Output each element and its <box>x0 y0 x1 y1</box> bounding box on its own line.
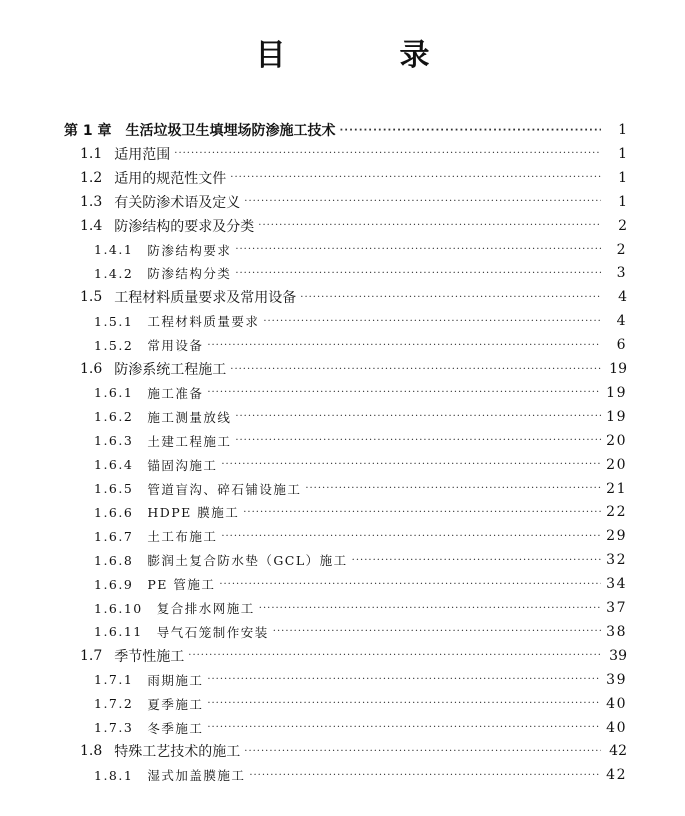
toc-leader-dots <box>235 244 601 255</box>
toc-entry-number: 1.6.11 <box>94 624 143 640</box>
toc-leader-dots <box>244 196 601 207</box>
toc-entry-number: 第 1 章 <box>64 123 112 139</box>
toc-section-entry[interactable] <box>0 190 685 214</box>
toc-page-number: 1 <box>618 193 627 210</box>
toc-entry-number: 1.7 <box>80 647 103 664</box>
toc-subsection-entry[interactable] <box>0 668 685 692</box>
toc-page-number: 21 <box>606 480 627 497</box>
toc-subsection-entry[interactable] <box>0 500 685 524</box>
toc-entry-number: 1.1 <box>80 145 103 162</box>
toc-page-number: 4 <box>616 313 627 330</box>
toc-entry-title: 土建工程施工 <box>147 433 232 449</box>
toc-entry-title: 适用范围 <box>114 146 171 163</box>
toc-page-number: 32 <box>606 552 627 569</box>
toc-leader-dots <box>207 674 601 685</box>
toc-subsection-entry[interactable] <box>0 716 685 740</box>
toc-entry-title: 适用的规范性文件 <box>114 170 227 187</box>
toc-leader-dots <box>235 435 601 446</box>
toc-entry-title: 夏季施工 <box>147 696 204 712</box>
toc-section-entry[interactable] <box>0 739 685 763</box>
toc-leader-dots <box>300 292 601 303</box>
toc-page-number: 3 <box>616 265 627 282</box>
toc-section-entry[interactable] <box>0 166 685 190</box>
toc-page-number: 1 <box>618 122 627 138</box>
toc-section-entry[interactable] <box>0 357 685 381</box>
toc-leader-dots <box>258 220 601 231</box>
toc-entry-number: 1.6.5 <box>94 481 134 496</box>
toc-leader-dots <box>340 125 602 136</box>
toc-leader-dots <box>221 459 601 470</box>
toc-entry-number: 1.6.4 <box>94 457 134 473</box>
toc-chapter-entry[interactable] <box>0 118 685 142</box>
toc-entry-title: 复合排水网施工 <box>156 601 255 616</box>
toc-page-number: 6 <box>616 337 627 354</box>
toc-page-number: 37 <box>606 600 627 616</box>
toc-leader-dots <box>273 626 601 637</box>
toc-subsection-entry[interactable] <box>0 692 685 716</box>
toc-entry-number: 1.4.1 <box>94 242 134 257</box>
toc-leader-dots <box>235 268 601 279</box>
toc-entry-number: 1.6.8 <box>94 552 134 568</box>
toc-entry-number: 1.5.2 <box>94 337 134 353</box>
toc-page-number: 19 <box>606 384 627 401</box>
toc-page-number: 4 <box>618 289 627 306</box>
toc-page-number: 20 <box>606 432 627 449</box>
toc-page-number: 22 <box>606 504 627 521</box>
toc-subsection-entry[interactable] <box>0 548 685 572</box>
toc-entry-title: 土工布施工 <box>147 529 218 545</box>
toc-entry-number: 1.6.1 <box>94 385 134 401</box>
toc-leader-dots <box>207 698 601 709</box>
toc-entry-number: 1.7.2 <box>94 696 134 712</box>
toc-page-number: 1 <box>618 145 627 162</box>
toc-entry-title: 导气石笼制作安装 <box>156 624 269 640</box>
toc-entry-number: 1.4 <box>80 217 103 234</box>
toc-page-number: 40 <box>606 719 627 736</box>
toc-entry-number: 1.8 <box>80 743 103 760</box>
toc-subsection-entry[interactable] <box>0 309 685 333</box>
toc-entry-number: 1.6.10 <box>94 600 143 616</box>
toc-leader-dots <box>230 172 601 183</box>
toc-entry-title: 膨润土复合防水垫（GCL）施工 <box>147 553 348 569</box>
toc-subsection-entry[interactable] <box>0 429 685 453</box>
toc-subsection-entry[interactable] <box>0 405 685 429</box>
toc-entry-number: 1.2 <box>80 169 103 186</box>
toc-page-number: 38 <box>606 623 627 640</box>
toc-leader-dots <box>207 387 601 398</box>
toc-page-number: 42 <box>606 767 627 784</box>
toc-entry-number: 1.6.2 <box>94 409 134 425</box>
toc-page-number: 1 <box>618 169 627 186</box>
toc-page-number: 20 <box>606 456 627 473</box>
toc-entry-title: 工程材料质量要求及常用设备 <box>114 290 297 307</box>
toc-entry-title: 防渗结构要求 <box>147 242 232 258</box>
toc-leader-dots <box>235 411 601 422</box>
toc-leader-dots <box>249 770 601 781</box>
toc-leader-dots <box>263 316 601 327</box>
toc-entry-title: 管道盲沟、碎石铺设施工 <box>147 481 302 497</box>
toc-leader-dots <box>305 483 601 494</box>
toc-page-number: 19 <box>606 408 627 425</box>
toc-subsection-entry[interactable] <box>0 596 685 620</box>
toc-entry-title: PE 管施工 <box>147 577 216 593</box>
toc-page-number: 19 <box>609 361 627 377</box>
toc-page-number: 39 <box>609 647 627 664</box>
toc-section-entry[interactable] <box>0 142 685 166</box>
toc-entry-title: 雨期施工 <box>147 672 204 688</box>
toc-entry-number: 1.6.9 <box>94 576 134 592</box>
toc-entry-number: 1.6 <box>80 361 103 377</box>
toc-entry-title: 季节性施工 <box>114 648 185 665</box>
toc-entry-title: 工程材料质量要求 <box>147 314 260 330</box>
toc-entry-title: 特殊工艺技术的施工 <box>114 744 241 761</box>
toc-page-number: 40 <box>606 695 627 712</box>
toc-leader-dots <box>207 722 601 733</box>
toc-page-number: 39 <box>606 671 627 688</box>
toc-page-number: 29 <box>606 528 627 545</box>
toc-entry-title: 防渗结构的要求及分类 <box>114 218 255 235</box>
toc-page-number: 2 <box>616 241 627 258</box>
toc-entry-title: 常用设备 <box>147 338 204 354</box>
toc-section-entry[interactable] <box>0 644 685 668</box>
toc-entry-number: 1.8.1 <box>94 767 134 783</box>
toc-page-number: 2 <box>618 217 627 234</box>
toc-leader-dots <box>259 603 601 614</box>
toc-entry-title: HDPE 膜施工 <box>147 505 240 521</box>
toc-leader-dots <box>219 579 601 590</box>
toc-entry-title: 施工测量放线 <box>147 409 232 425</box>
toc-entry-number: 1.6.6 <box>94 504 134 520</box>
toc-entry-title: 湿式加盖膜施工 <box>147 768 246 784</box>
toc-leader-dots <box>207 340 601 351</box>
toc-leader-dots <box>188 650 601 661</box>
toc-subsection-entry[interactable] <box>0 763 685 787</box>
toc-entry-number: 1.6.3 <box>94 433 134 449</box>
toc-page-number: 34 <box>606 576 627 593</box>
toc-subsection-entry[interactable] <box>0 524 685 548</box>
toc-entry-title: 有关防渗术语及定义 <box>114 194 241 211</box>
toc-entry-title: 锚固沟施工 <box>147 457 218 473</box>
toc-entry-title: 施工准备 <box>147 385 204 401</box>
toc-leader-dots <box>243 507 601 518</box>
toc-entry-title: 防渗系统工程施工 <box>114 362 227 378</box>
toc-leader-dots <box>352 555 601 566</box>
toc-entry-number: 1.3 <box>80 193 103 210</box>
toc-subsection-entry[interactable] <box>0 333 685 357</box>
toc-subsection-entry[interactable] <box>0 620 685 644</box>
toc-subsection-entry[interactable] <box>0 453 685 477</box>
toc-subsection-entry[interactable] <box>0 381 685 405</box>
toc-entry-number: 1.7.3 <box>94 720 134 735</box>
page-title: 目 录 <box>255 38 472 73</box>
toc-subsection-entry[interactable] <box>0 477 685 501</box>
toc-entry-number: 1.7.1 <box>94 672 134 688</box>
toc-subsection-entry[interactable] <box>0 261 685 285</box>
toc-entry-title: 冬季施工 <box>147 720 204 736</box>
toc-section-entry[interactable] <box>0 285 685 309</box>
toc-page-number: 42 <box>609 743 627 760</box>
toc-entry-number: 1.5 <box>80 289 103 306</box>
toc-section-entry[interactable] <box>0 214 685 238</box>
toc-leader-dots <box>244 746 601 757</box>
toc-entry-number: 1.6.7 <box>94 528 134 544</box>
toc-subsection-entry[interactable] <box>0 238 685 262</box>
toc-leader-dots <box>221 531 601 542</box>
toc-entry-number: 1.5.1 <box>94 313 134 329</box>
toc-entry-title: 防渗结构分类 <box>147 266 232 282</box>
toc-subsection-entry[interactable] <box>0 572 685 596</box>
toc-entry-number: 1.4.2 <box>94 265 134 281</box>
toc-leader-dots <box>230 364 601 375</box>
toc-entry-title: 生活垃圾卫生填埋场防渗施工技术 <box>125 123 336 139</box>
toc-leader-dots <box>174 148 601 159</box>
